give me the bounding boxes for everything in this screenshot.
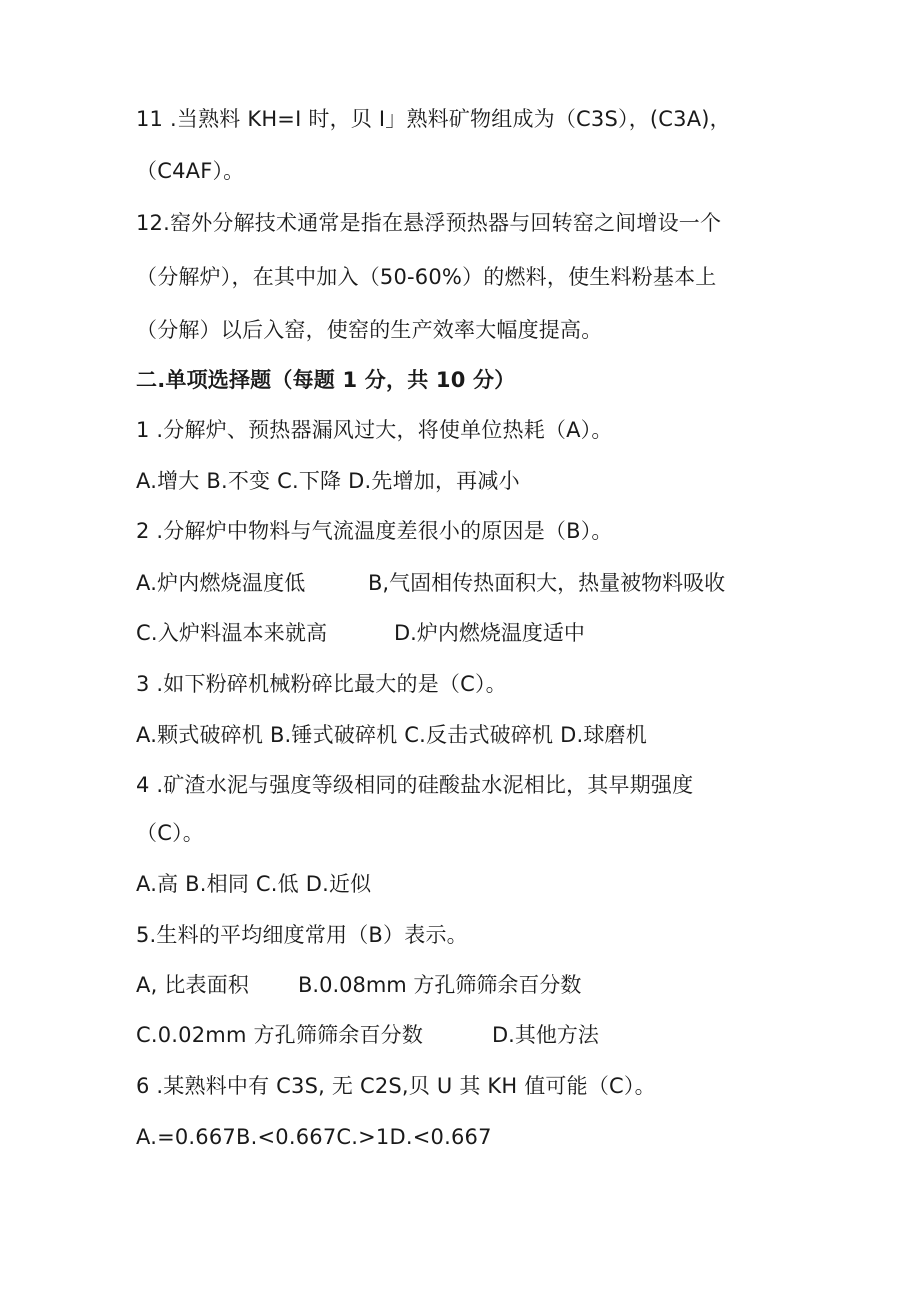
question-12-line-1: 12.窑外分解技术通常是指在悬浮预热器与回转窑之间增设一个 (136, 211, 722, 235)
mc-question-3: 3 .如下粉碎机械粉碎比最大的是（C）。 (136, 672, 507, 696)
mc-question-6-options: A.=0.667B.<0.667C.>1D.<0.667 (136, 1125, 492, 1149)
mc-question-2-option-b: B,气固相传热面积大，热量被物料吸收 (368, 571, 726, 595)
mc-question-2-option-c: C.入炉料温本来就高 (136, 621, 328, 645)
mc-question-4-line-2: （C）。 (136, 821, 204, 845)
mc-question-5-option-c: C.0.02mm 方孔筛筛余百分数 (136, 1023, 424, 1047)
question-11-line-1: 11 .当熟料 KH=I 时，贝 I」熟料矿物组成为（C3S），(C3A)， (136, 107, 731, 131)
question-12-line-3: （分解）以后入窑，使窑的生产效率大幅度提高。 (136, 318, 603, 342)
mc-question-6: 6 .某熟料中有 C3S, 无 C2S,贝 U 其 KH 值可能（C）。 (136, 1074, 656, 1098)
mc-question-4-line-1: 4 .矿渣水泥与强度等级相同的硅酸盐水泥相比，其早期强度 (136, 773, 694, 797)
question-11-line-2: （C4AF）。 (136, 159, 245, 183)
mc-question-2: 2 .分解炉中物料与气流温度差很小的原因是（B）。 (136, 519, 613, 543)
section-heading-multiple-choice: 二.单项选择题（每题 1 分，共 10 分） (136, 368, 516, 392)
mc-question-2-option-d: D.炉内燃烧温度适中 (394, 621, 585, 645)
mc-question-1-options: A.增大 B.不变 C.下降 D.先增加，再减小 (136, 469, 520, 493)
mc-question-2-option-a: A.炉内燃烧温度低 (136, 571, 306, 595)
mc-question-5-option-d: D.其他方法 (492, 1023, 599, 1047)
mc-question-5: 5.生料的平均细度常用（B）表示。 (136, 923, 468, 947)
question-12-line-2: （分解炉），在其中加入（50-60%）的燃料，使生料粉基本上 (136, 265, 717, 289)
mc-question-4-options: A.高 B.相同 C.低 D.近似 (136, 872, 372, 896)
mc-question-5-option-b: B.0.08mm 方孔筛筛余百分数 (298, 973, 582, 997)
mc-question-3-options: A.颗式破碎机 B.锤式破碎机 C.反击式破碎机 D.球磨机 (136, 723, 647, 747)
mc-question-5-option-a: A, 比表面积 (136, 973, 250, 997)
mc-question-1: 1 .分解炉、预热器漏风过大，将使单位热耗（A）。 (136, 418, 613, 442)
